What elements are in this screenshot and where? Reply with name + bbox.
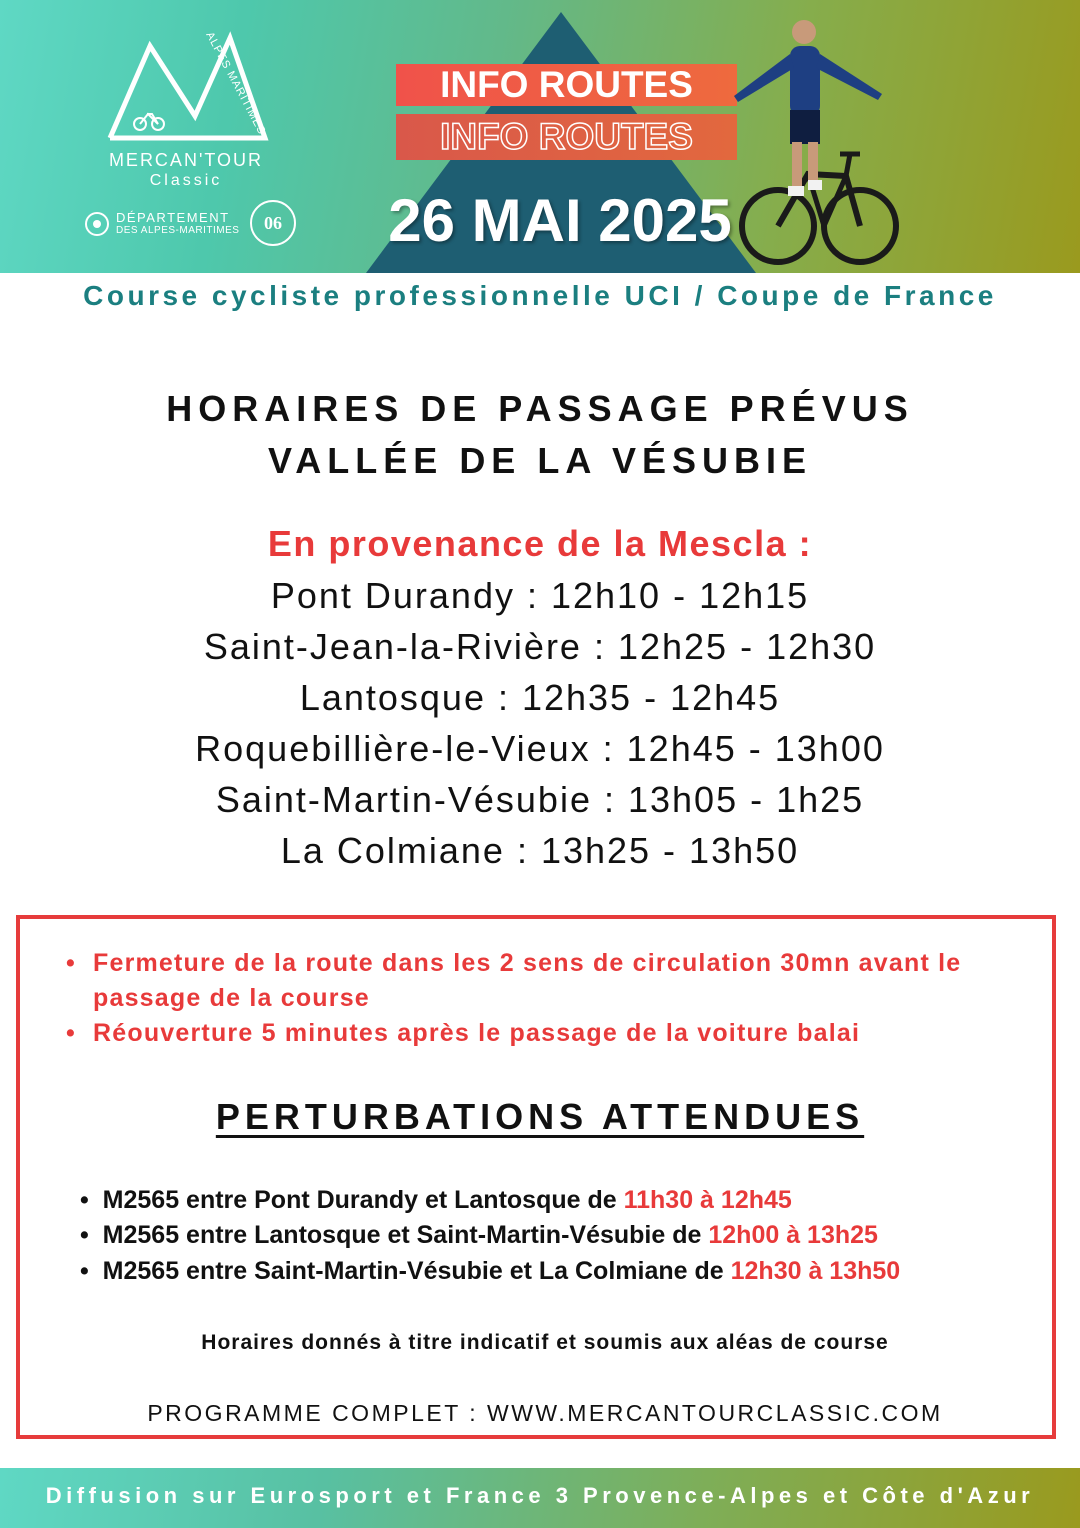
bullet-icon: • (66, 949, 76, 977)
disruptions-title-text: PERTURBATIONS ATTENDUES (215, 1096, 865, 1137)
cyclist-photo-icon (728, 14, 903, 272)
closure-notice-text: Fermeture de la route dans les 2 sens de circulation 30mn avant le passage de la course (93, 949, 962, 1012)
program-link[interactable]: PROGRAMME COMPLET : WWW.MERCANTOURCLASSIC.COM (147, 1400, 943, 1426)
list-item: La Colmiane : 13h25 - 13h50 (280, 830, 800, 871)
race-subtitle: Course cycliste professionnelle UCI / Coupe de France (83, 280, 997, 311)
info-routes-outline-title: INFO ROUTES (396, 114, 737, 160)
schedule-title-line1: HORAIRES DE PASSAGE PRÉVUS (166, 388, 914, 429)
disruption-route: M2565 entre Saint-Martin-Vésubie et La Colmiane de (102, 1257, 724, 1285)
list-item (80, 1254, 1040, 1289)
info-routes-title: INFO ROUTES (396, 64, 737, 106)
reopen-notice (66, 1016, 1006, 1051)
passage-times-list (0, 570, 1080, 876)
disruption-time: 11h30 à 12h45 (623, 1186, 792, 1214)
list-item: Pont Durandy : 12h10 - 12h15 (270, 575, 810, 616)
event-date: 26 MAI 2025 (388, 187, 732, 254)
list-item: Saint-Jean-la-Rivière : 12h25 - 12h30 (203, 626, 877, 667)
origin-heading: En provenance de la Mescla : (267, 523, 813, 564)
logo-subtitle: Classic (149, 172, 223, 189)
broadcast-footer: Diffusion sur Eurosport et France 3 Provence-Alpes et Côte d'Azur (0, 1468, 1080, 1528)
bullet-icon: • (80, 1221, 103, 1249)
indicative-times-note: Horaires donnés à titre indicatif et soumis aux aléas de course (201, 1331, 889, 1354)
department-06-badge: 06 (250, 200, 296, 246)
list-item: Saint-Martin-Vésubie : 13h05 - 1h25 (215, 779, 865, 820)
department-label: DÉPARTEMENT (116, 210, 230, 225)
bullet-icon: • (80, 1186, 103, 1214)
header-banner (0, 0, 1080, 273)
list-item (80, 1218, 1040, 1253)
closure-notice (66, 946, 1006, 1016)
list-item: Roquebillière-le-Vieux : 12h45 - 13h00 (195, 728, 885, 769)
logo-name: MERCAN'TOUR (108, 150, 264, 170)
bullet-icon: • (66, 1019, 76, 1047)
disruption-route: M2565 entre Lantosque et Saint-Martin-Vésubie de (102, 1221, 702, 1249)
department-sublabel: DES ALPES-MARITIMES (116, 225, 240, 236)
reopen-notice-text: Réouverture 5 minutes après le passage de la voiture balai (93, 1019, 861, 1047)
disruption-time: 12h00 à 13h25 (708, 1221, 878, 1249)
disruption-route: M2565 entre Pont Durandy et Lantosque de (102, 1186, 617, 1214)
list-item (80, 1183, 1040, 1218)
schedule-title-line2: VALLÉE DE LA VÉSUBIE (267, 440, 813, 481)
disruption-time: 12h30 à 13h50 (730, 1257, 901, 1285)
bullet-icon: • (80, 1257, 103, 1285)
disruptions-title (0, 1096, 1080, 1138)
logo-region-text: ALPES MARITIMES (203, 30, 268, 137)
list-item: Lantosque : 12h35 - 12h45 (299, 677, 781, 718)
